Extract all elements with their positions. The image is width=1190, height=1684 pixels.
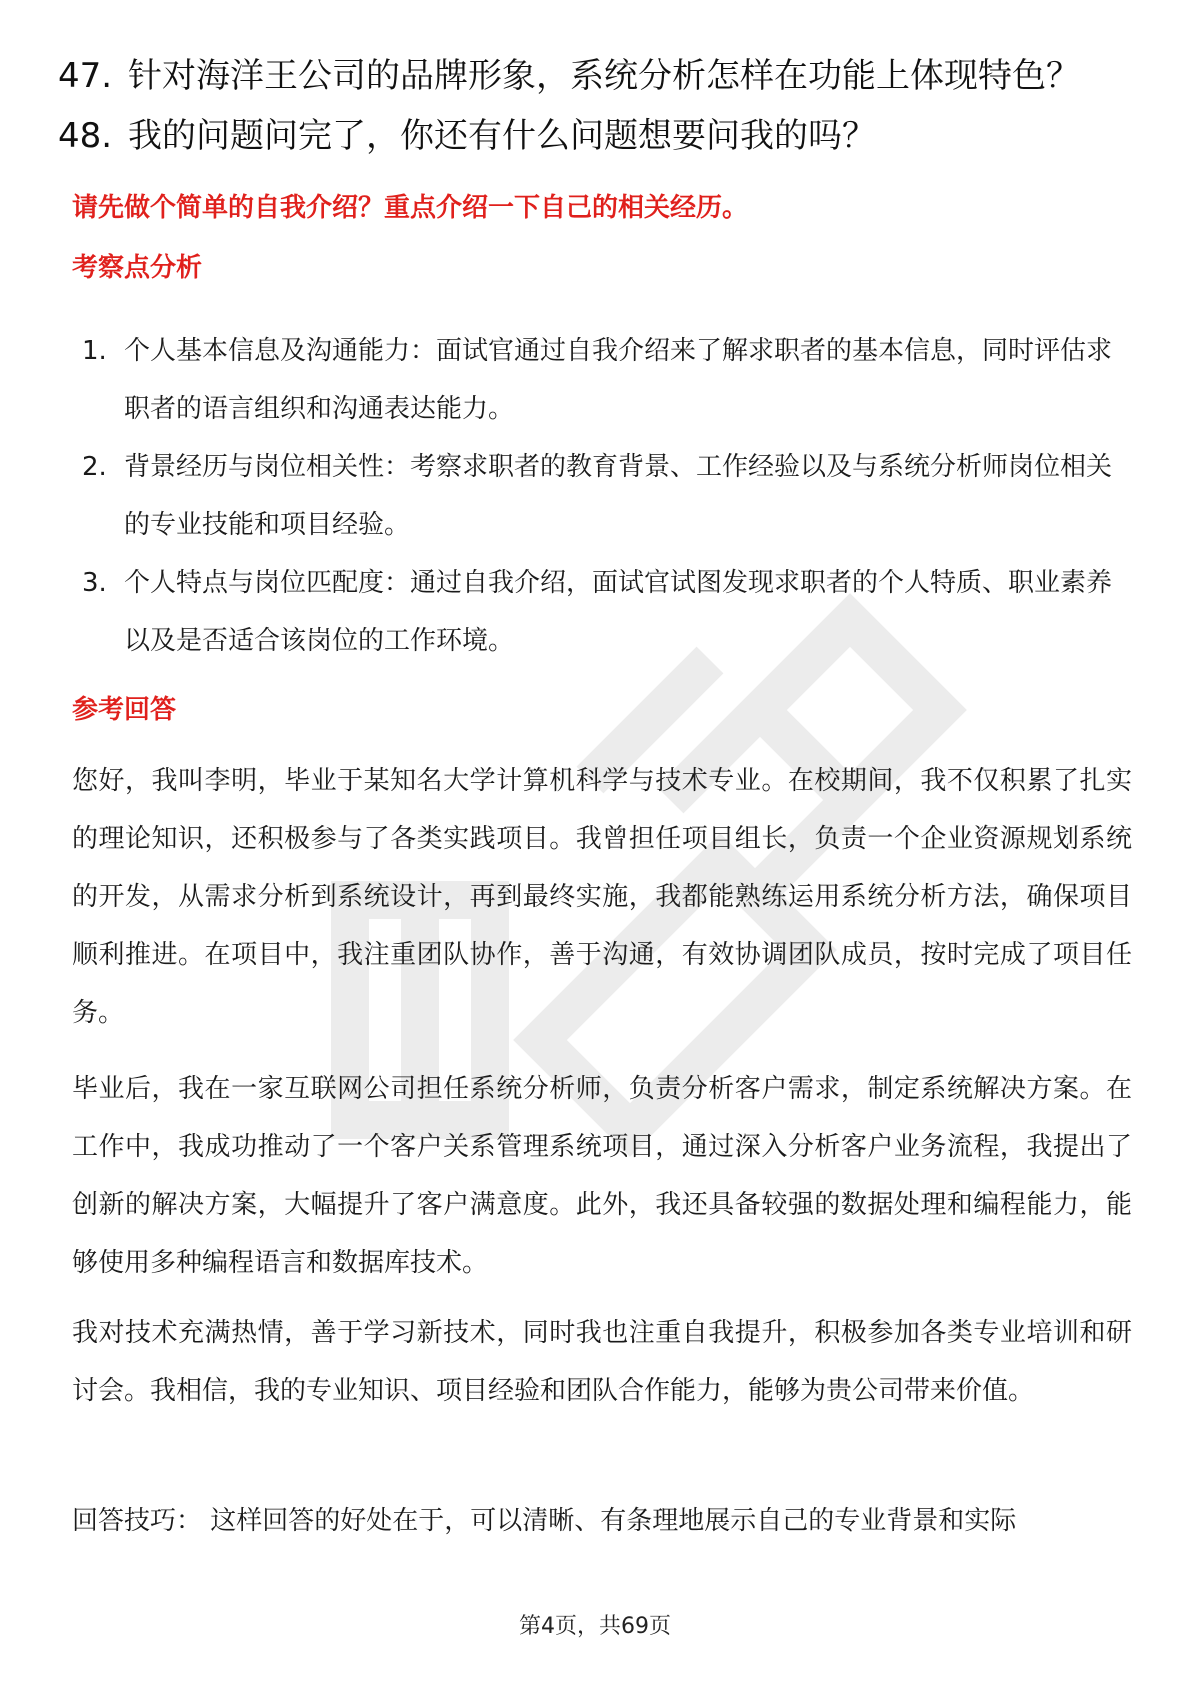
answer-paragraph: 您好，我叫李明，毕业于某知名大学计算机科学与技术专业。在校期间，我不仅积累了扎实的理论知识，还积极参与了各类实践项目。我曾担任项目组长，负责一个企业资源规划系统的开发，从需求分析到系统设计，再到最终实施，我都能熟练运用系统分析方法，确保项目顺利推进。在项目中，我注重团队协作，善于沟通，有效协调团队成员，按时完成了项目任务。 — [72, 766, 1132, 1028]
question-48 — [58, 114, 876, 158]
analysis-heading: 考察点分析 — [72, 253, 203, 283]
list-item-text: 个人特点与岗位匹配度：通过自我介绍，面试官试图发现求职者的个人特质、职业素养以及是否适合该岗位的工作环境。 — [124, 568, 1113, 656]
list-item-text: 背景经历与岗位相关性：考察求职者的教育背景、工作经验以及与系统分析师岗位相关的专业技能和项目经验。 — [124, 452, 1113, 540]
question-number: 48. — [58, 116, 113, 156]
question-text: 我的问题问完了，你还有什么问题想要问我的吗？ — [128, 116, 876, 156]
answer-paragraph: 我对技术充满热情，善于学习新技术，同时我也注重自我提升，积极参加各类专业培训和研讨会。我相信，我的专业知识、项目经验和团队合作能力，能够为贵公司带来价值。 — [72, 1318, 1132, 1406]
answer-paragraph: 毕业后，我在一家互联网公司担任系统分析师，负责分析客户需求，制定系统解决方案。在工作中，我成功推动了一个客户关系管理系统项目，通过深入分析客户业务流程，我提出了创新的解决方案，大幅提升了客户满意度。此外，我还具备较强的数据处理和编程能力，能够使用多种编程语言和数据库技术。 — [72, 1074, 1132, 1278]
list-item-number: 2. — [82, 452, 107, 482]
list-item-number: 1. — [82, 336, 107, 366]
tips-paragraph: 回答技巧： 这样回答的好处在于，可以清晰、有条理地展示自己的专业背景和实际 — [72, 1506, 1017, 1536]
list-item-number: 3. — [82, 568, 107, 598]
answer-heading: 参考回答 — [72, 695, 177, 725]
interview-question-heading: 请先做个简单的自我介绍？重点介绍一下自己的相关经历。 — [72, 193, 749, 223]
list-item-text: 个人基本信息及沟通能力：面试官通过自我介绍来了解求职者的基本信息，同时评估求职者的语言组织和沟通表达能力。 — [124, 336, 1113, 424]
page-footer: 第4页，共69页 — [519, 1614, 671, 1639]
list-item — [72, 554, 1132, 670]
list-item — [72, 322, 1132, 438]
analysis-list — [72, 322, 1132, 670]
question-number: 47. — [58, 56, 113, 96]
question-47 — [58, 54, 1080, 98]
list-item — [72, 438, 1132, 554]
question-text: 针对海洋王公司的品牌形象，系统分析怎样在功能上体现特色？ — [128, 56, 1080, 96]
